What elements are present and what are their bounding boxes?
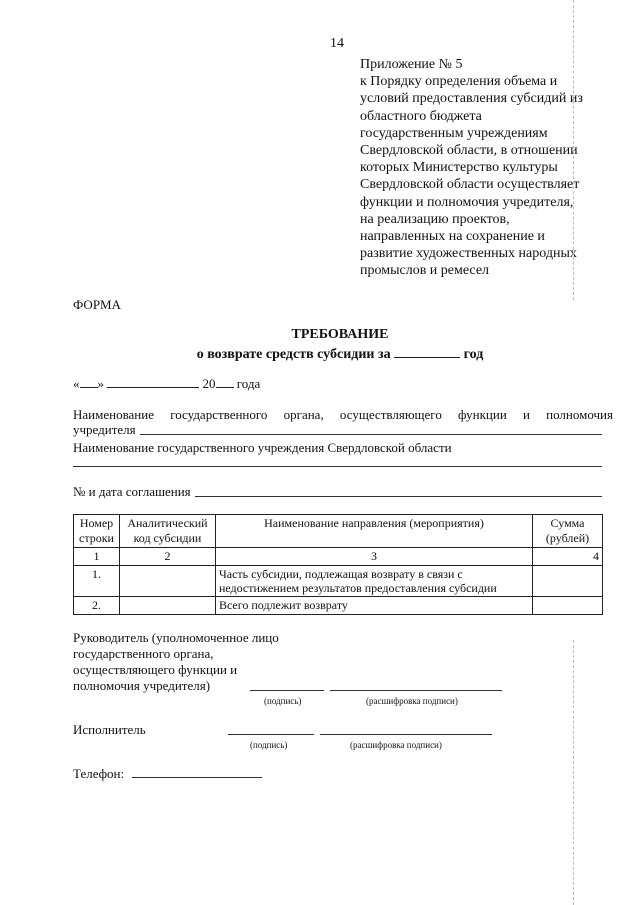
doc-subtitle xyxy=(0,345,640,363)
head-label-line: Руководитель (уполномоченное лицо xyxy=(73,630,279,645)
index-cell: 2 xyxy=(119,548,215,566)
appendix-line: Приложение № 5 xyxy=(360,57,463,72)
institution-label: Наименование государственного учреждения Свердловской области xyxy=(73,440,452,455)
appendix-line: функции и полномочия учредителя, xyxy=(360,194,574,210)
appendix-line: к Порядку определения объема и xyxy=(360,74,558,90)
executor-decoding-field[interactable] xyxy=(320,734,492,735)
head-label-line: государственного органа, xyxy=(73,646,214,661)
gov-body-label: Наименование государственного органа, осуществляющего функции и полномочия xyxy=(73,407,613,422)
requirement-table xyxy=(73,514,603,615)
executor-signature-caption: (подпись) xyxy=(250,740,288,750)
appendix-line: на реализацию проектов, xyxy=(360,211,510,227)
appendix-line: областного бюджета xyxy=(360,108,482,124)
table-row xyxy=(74,566,603,597)
row-number: 2. xyxy=(74,597,120,615)
scan-edge-line xyxy=(573,640,574,905)
row-number: 1. xyxy=(74,566,120,597)
appendix-line: условий предоставления субсидий из xyxy=(360,91,583,107)
scan-edge-line xyxy=(573,0,574,300)
index-cell: 1 xyxy=(74,548,120,566)
head-decoding-caption: (расшифровка подписи) xyxy=(366,696,458,706)
row-name: Всего подлежит возврату xyxy=(215,597,532,615)
appendix-line: развитие художественных народных xyxy=(360,246,577,262)
phone-field[interactable] xyxy=(132,777,262,778)
appendix-line: промыслов и ремесел xyxy=(360,263,490,279)
phone-label: Телефон: xyxy=(73,766,125,781)
year-prefix: 20 xyxy=(202,376,216,391)
table-header-row xyxy=(74,515,603,548)
row-code[interactable] xyxy=(119,566,215,597)
institution-field[interactable] xyxy=(73,466,602,467)
subtitle-text: о возврате средств субсидии за xyxy=(196,347,391,362)
agreement-field[interactable] xyxy=(195,496,602,497)
row-code[interactable] xyxy=(119,597,215,615)
day-blank[interactable] xyxy=(80,375,98,388)
page-number: 14 xyxy=(330,36,344,51)
head-signature-field[interactable] xyxy=(250,690,324,691)
gov-body-label-2: учредителя xyxy=(73,422,136,437)
index-cell: 4 xyxy=(533,548,603,566)
appendix-line: государственным учреждениям xyxy=(360,125,548,141)
header-name: Наименование направления (мероприятия) xyxy=(215,515,532,548)
executor-decoding-caption: (расшифровка подписи) xyxy=(350,740,442,750)
appendix-line: направленных на сохранение и xyxy=(360,229,545,245)
date-year-blank[interactable] xyxy=(216,375,234,388)
head-signature-caption: (подпись) xyxy=(264,696,302,706)
head-label-line: полномочия учредителя) xyxy=(73,678,211,693)
year-suffix: года xyxy=(236,376,261,391)
row-sum[interactable] xyxy=(533,597,603,615)
head-label xyxy=(73,630,279,694)
head-label-line: осуществляющего функции и xyxy=(73,662,238,677)
subtitle-year-word: год xyxy=(463,347,484,362)
appendix-line: Свердловской области осуществляет xyxy=(360,177,580,193)
appendix-line: Свердловской области, в отношении xyxy=(360,143,578,159)
header-code: Аналитический код субсидии xyxy=(119,515,215,548)
doc-title: ТРЕБОВАНИЕ xyxy=(291,327,389,342)
header-sum: Сумма (рублей) xyxy=(533,515,603,548)
executor-label: Исполнитель xyxy=(73,722,146,737)
form-label: ФОРМА xyxy=(73,297,121,312)
head-decoding-field[interactable] xyxy=(330,690,502,691)
index-cell: 3 xyxy=(215,548,532,566)
table-row xyxy=(74,597,603,615)
header-row-number: Номер строки xyxy=(74,515,120,548)
quote-close: » xyxy=(97,376,104,391)
year-blank[interactable] xyxy=(394,345,460,358)
date-line xyxy=(73,375,260,391)
agreement-label: № и дата соглашения xyxy=(73,484,191,499)
month-blank[interactable] xyxy=(107,375,199,388)
executor-signature-field[interactable] xyxy=(228,734,314,735)
table-index-row xyxy=(74,548,603,566)
row-sum[interactable] xyxy=(533,566,603,597)
appendix-line: которых Министерство культуры xyxy=(360,160,558,176)
row-name: Часть субсидии, подлежащая возврату в связи с недостижением результатов предоставления субсидии xyxy=(215,566,532,597)
gov-body-field[interactable] xyxy=(140,434,602,435)
quote-open: « xyxy=(73,376,80,391)
